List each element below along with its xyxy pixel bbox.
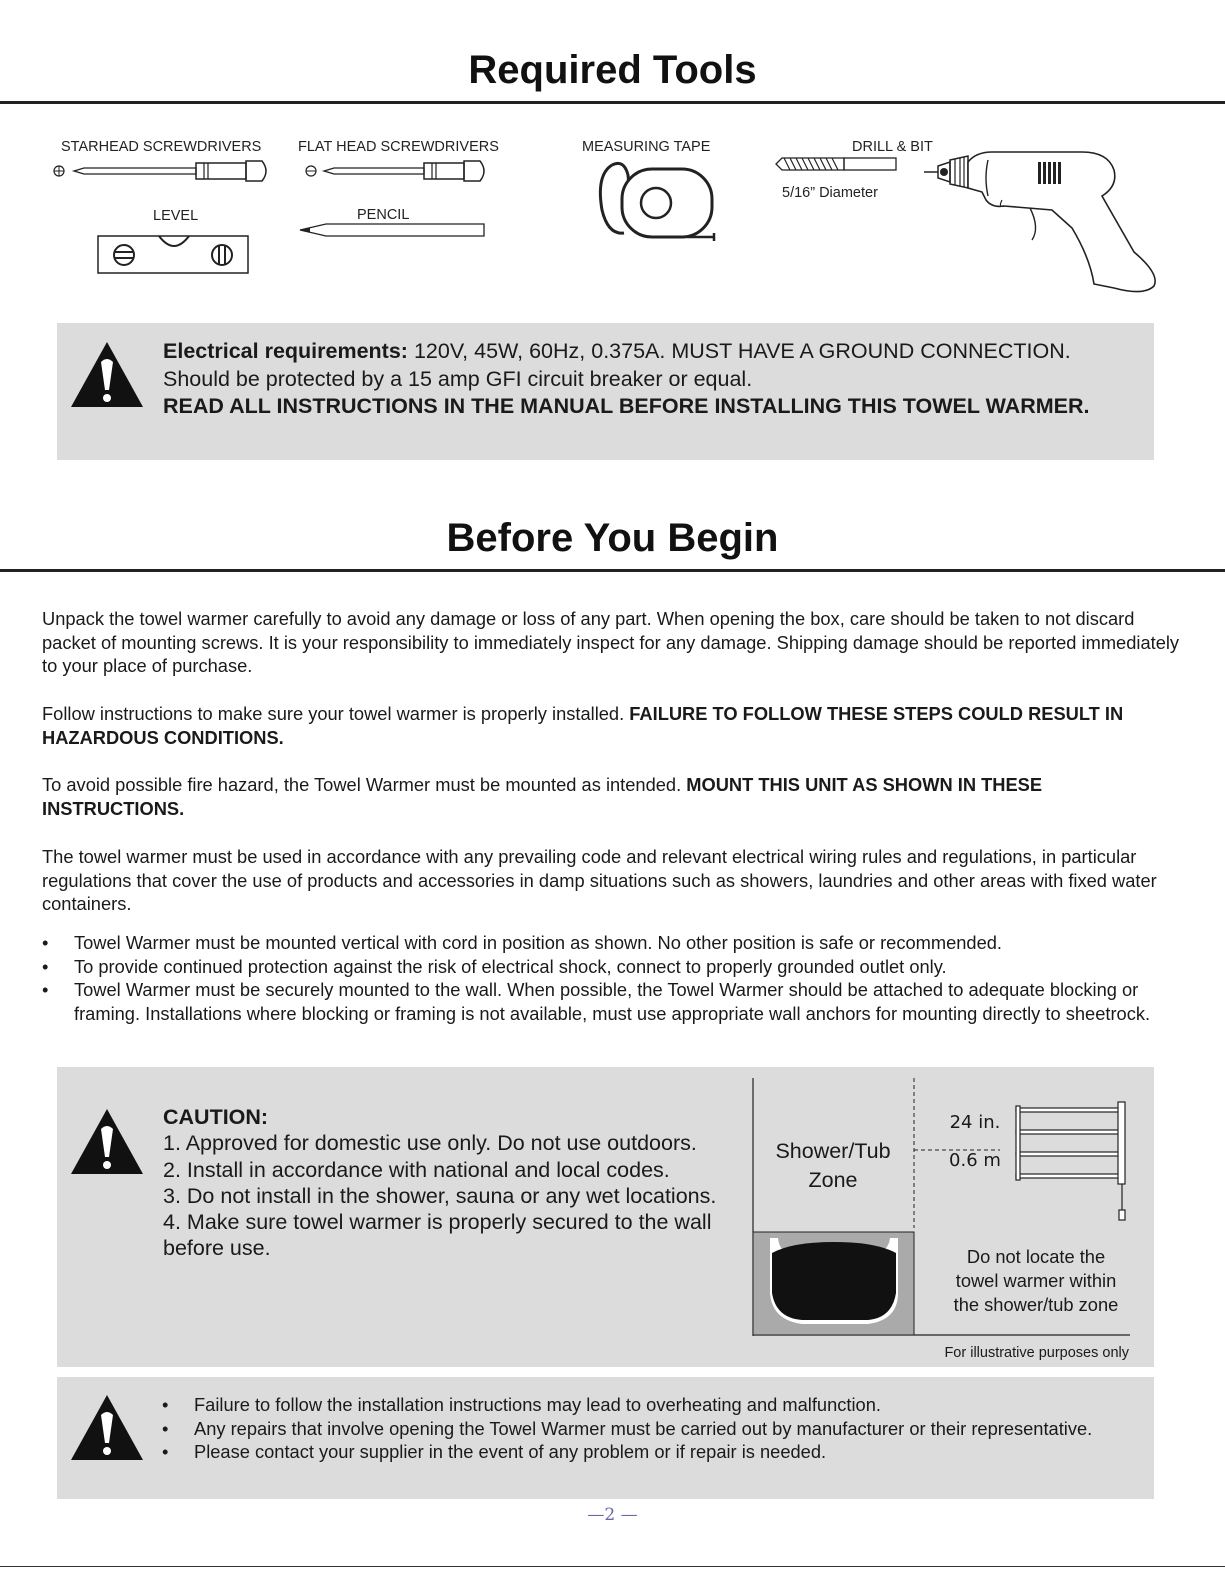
regulations-paragraph: The towel warmer must be used in accordance with any prevailing code and relevant electrical wiring rules and regulations, in particular regulations that cover the use of products and accessories in damp situations such as showers, laundries and other areas with fixed water containers. <box>42 846 1157 914</box>
page-number: —2 — <box>587 1505 638 1525</box>
mounting-bullet-list <box>42 931 1182 1025</box>
warning-icon <box>69 1393 145 1463</box>
electrical-breaker-note: Should be protected by a 15 amp GFI circuit breaker or equal. <box>163 366 753 391</box>
illustrative-footnote: For illustrative purposes only <box>944 1345 1129 1361</box>
flathead-screwdriver-icon <box>300 155 495 187</box>
fire-hazard-text: To avoid possible fire hazard, the Towel Warmer must be mounted as intended. <box>42 774 687 795</box>
warning-icon <box>69 1107 145 1177</box>
caution-text <box>163 1104 723 1262</box>
zone-line: Zone <box>808 1168 858 1192</box>
pencil-icon <box>298 218 488 242</box>
final-warning-list <box>162 1393 1122 1464</box>
level-icon <box>96 230 251 278</box>
list-item: • Towel Warmer must be mounted vertical with cord in position as shown. No other position is safe or recommended. <box>42 931 1182 955</box>
caution-item: 2. Install in accordance with national and local codes. <box>163 1157 670 1182</box>
before-you-begin-title: Before You Begin <box>446 516 779 560</box>
follow-instructions-paragraph <box>42 702 1182 749</box>
starhead-label: STARHEAD SCREWDRIVERS <box>61 139 262 155</box>
list-item: • To provide continued protection against the risk of electrical shock, connect to properly grounded outlet only. <box>42 955 1182 979</box>
list-item: • Any repairs that involve opening the Towel Warmer must be carried out by manufacturer or their representative. <box>162 1417 1122 1441</box>
section-divider <box>0 569 1225 572</box>
failure-warning-text: FAILURE TO FOLLOW THESE STEPS COULD RESULT IN HAZARDOUS CONDITIONS. <box>42 703 1124 748</box>
measuring-tape-label: MEASURING TAPE <box>582 139 711 155</box>
caution-item: 3. Do not install in the shower, sauna or any wet locations. <box>163 1183 717 1208</box>
mount-unit-text: MOUNT THIS UNIT AS SHOWN IN THESE INSTRUCTIONS. <box>42 774 1043 819</box>
electrical-spec: 120V, 45W, 60Hz, 0.375A. MUST HAVE A GROUND CONNECTION. <box>407 339 1071 363</box>
warning-icon <box>69 340 145 410</box>
electrical-requirements-text <box>163 338 1138 421</box>
shower-zone-label <box>752 1137 914 1195</box>
diameter-label: 5/16” Diameter <box>782 185 878 201</box>
read-instructions-warning: READ ALL INSTRUCTIONS IN THE MANUAL BEFORE INSTALLING THIS TOWEL WARMER. <box>163 394 1090 418</box>
follow-instructions-text: Follow instructions to make sure your towel warmer is properly installed. <box>42 703 630 724</box>
zone-note <box>920 1245 1152 1317</box>
measuring-tape-icon <box>592 155 722 243</box>
bottom-divider <box>0 1566 1225 1567</box>
drill-label: DRILL & BIT <box>852 139 933 155</box>
level-label: LEVEL <box>153 208 199 224</box>
list-item: • Failure to follow the installation instructions may lead to overheating and malfunction. <box>162 1393 1122 1417</box>
zone-line: Shower/Tub <box>775 1139 891 1163</box>
electrical-lead: Electrical requirements: <box>163 339 408 363</box>
starhead-screwdriver-icon <box>50 155 275 187</box>
drill-icon <box>922 148 1162 296</box>
required-tools-title: Required Tools <box>468 48 757 92</box>
caution-item: 1. Approved for domestic use only. Do not use outdoors. <box>163 1131 697 1156</box>
distance-inches: 24 in. <box>949 1112 1001 1133</box>
caution-title: CAUTION: <box>163 1105 269 1129</box>
drill-bit-icon <box>774 154 900 174</box>
distance-meters: 0.6 m <box>949 1150 1001 1171</box>
section-divider <box>0 101 1225 104</box>
zone-note-line: towel warmer within <box>955 1270 1117 1291</box>
zone-note-line: the shower/tub zone <box>953 1294 1119 1315</box>
unpack-paragraph: Unpack the towel warmer carefully to avoid any damage or loss of any part. When opening the box, care should be taken to not discard packet of mounting screws. It is your responsibility to immediately inspect for any damage. Shipping damage should be reported immediately to your place of purchase. <box>42 608 1180 676</box>
flathead-label: FLAT HEAD SCREWDRIVERS <box>298 139 499 155</box>
zone-note-line: Do not locate the <box>966 1246 1106 1267</box>
fire-hazard-paragraph <box>42 773 1182 820</box>
caution-item: 4. Make sure towel warmer is properly secured to the wall before use. <box>163 1210 712 1261</box>
pencil-label: PENCIL <box>357 207 410 223</box>
list-item: • Please contact your supplier in the event of any problem or if repair is needed. <box>162 1440 1122 1464</box>
list-item: • Towel Warmer must be securely mounted to the wall. When possible, the Towel Warmer should be attached to adequate blocking or framing. Installations where blocking or framing is not available, must use appropriate wall anchors for mounting directly to sheetrock. <box>42 978 1182 1025</box>
